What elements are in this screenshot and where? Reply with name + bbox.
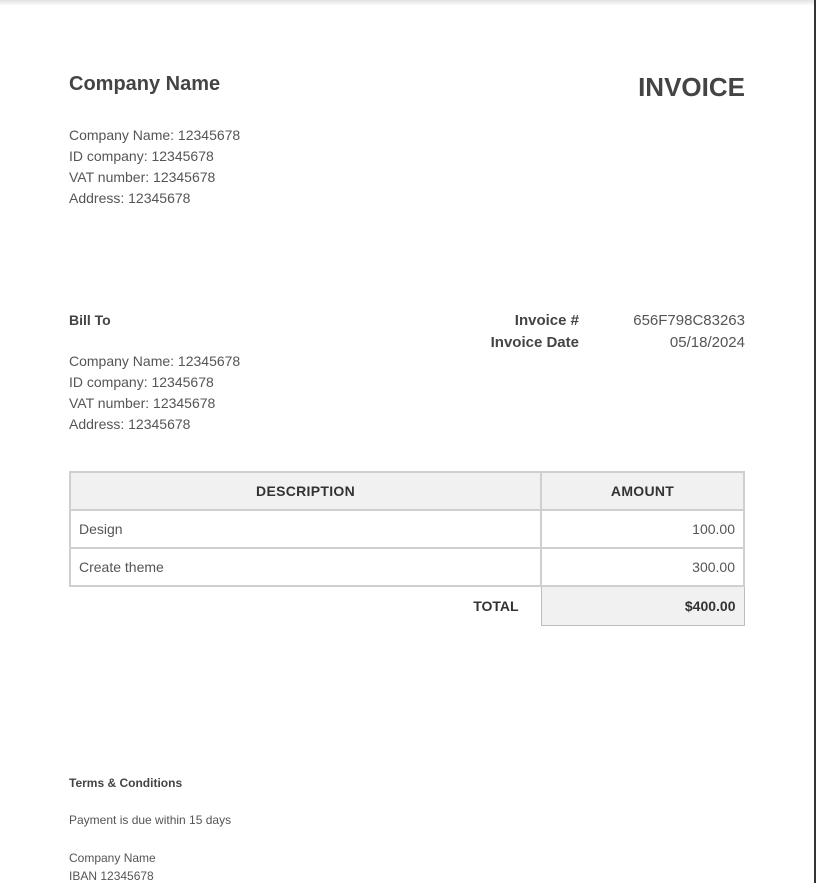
billto-vat-number: VAT number: 12345678 [69, 395, 216, 411]
billto-id-company: ID company: 12345678 [69, 374, 214, 390]
footer-company-name: Company Name [69, 851, 156, 865]
invoice-number-label: Invoice # [514, 312, 579, 329]
item-description: Create theme [70, 548, 541, 586]
billto-address: Address: 12345678 [69, 416, 191, 432]
invoice-title: INVOICE [638, 72, 745, 102]
payment-footer [69, 849, 156, 885]
invoice-date-row [429, 332, 745, 354]
total-value: $400.00 [541, 586, 744, 625]
header-description: DESCRIPTION [70, 472, 541, 510]
table-header-row [70, 472, 744, 510]
sender-info [69, 125, 240, 209]
sender-id-company: ID company: 12345678 [69, 148, 214, 164]
invoice-date-value: 05/18/2024 [669, 334, 745, 351]
table-row [70, 510, 744, 548]
table-row [70, 548, 744, 586]
invoice-meta [429, 310, 745, 354]
top-shadow [0, 0, 814, 6]
invoice-number-row [429, 310, 745, 332]
item-amount: 300.00 [541, 548, 744, 586]
header-amount: AMOUNT [541, 472, 744, 510]
terms-title: Terms & Conditions [69, 776, 183, 790]
invoice-date-label: Invoice Date [490, 334, 579, 351]
terms-text: Payment is due within 15 days [69, 813, 232, 827]
item-description: Design [70, 510, 541, 548]
footer-iban: IBAN 12345678 [69, 869, 154, 883]
sender-address: Address: 12345678 [69, 190, 191, 206]
bill-to-label: Bill To [69, 312, 111, 328]
company-title: Company Name [69, 73, 221, 95]
sender-company-name: Company Name: 12345678 [69, 127, 241, 143]
item-amount: 100.00 [541, 510, 744, 548]
items-table [69, 471, 745, 626]
bill-to-info [69, 351, 240, 435]
total-row [70, 586, 744, 625]
sender-vat-number: VAT number: 12345678 [69, 169, 216, 185]
billto-company-name: Company Name: 12345678 [69, 353, 241, 369]
invoice-number-value: 656F798C83263 [633, 312, 745, 329]
total-label: TOTAL [473, 598, 519, 614]
